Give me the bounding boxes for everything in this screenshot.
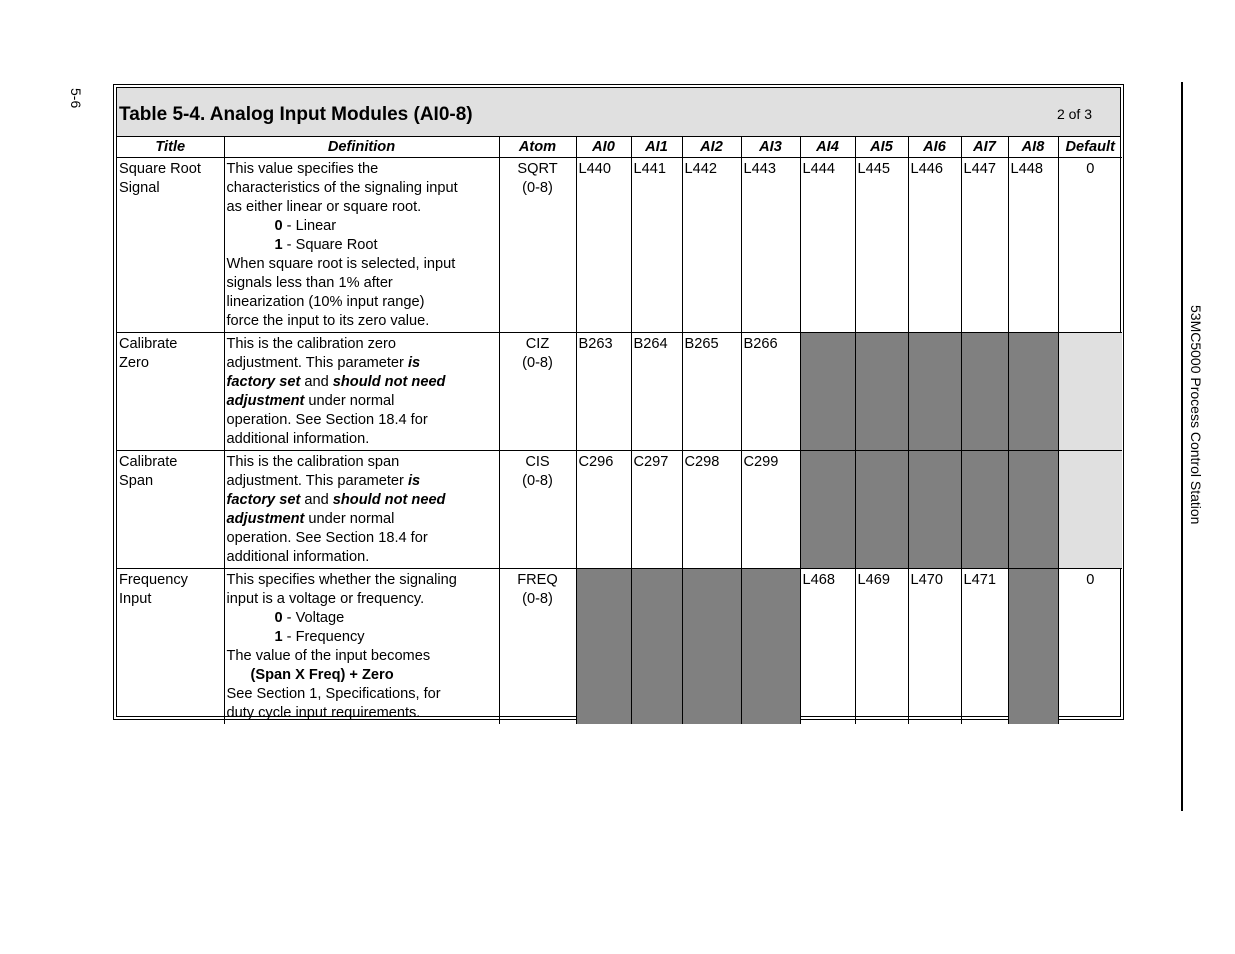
row-atom: SQRT (0-8) xyxy=(499,158,576,333)
header-cell: Definition xyxy=(224,136,499,158)
ai-cell-unavailable xyxy=(800,333,855,451)
ai-cell-unavailable xyxy=(855,451,908,569)
header-cell: Default xyxy=(1058,136,1122,158)
ai-cell-unavailable xyxy=(855,333,908,451)
margin-rule xyxy=(1181,82,1183,811)
row-atom: CIZ (0-8) xyxy=(499,333,576,451)
ai-cell-unavailable xyxy=(800,451,855,569)
ai-cell: L443 xyxy=(741,158,800,333)
ai-cell-unavailable xyxy=(961,333,1008,451)
ai-cell: L471 xyxy=(961,569,1008,725)
ai-cell-unavailable xyxy=(961,451,1008,569)
row-title: Calibrate Span xyxy=(117,451,224,569)
table-page-indicator: 2 of 3 xyxy=(1056,106,1092,122)
ai-cell: L441 xyxy=(631,158,682,333)
header-cell: AI7 xyxy=(961,136,1008,158)
ai-cell: L446 xyxy=(908,158,961,333)
ai-cell: C296 xyxy=(576,451,631,569)
ai-cell-unavailable xyxy=(741,569,800,725)
header-cell: AI6 xyxy=(908,136,961,158)
ai-cell: B263 xyxy=(576,333,631,451)
row-definition: This specifies whether the signaling input is a voltage or frequency. 0 - Voltage 1 - Frequency The value of the input becomes (Span X Freq) + Zero See Section 1, Specifications, for duty cycle input requirements. xyxy=(224,569,499,725)
default-cell-empty xyxy=(1058,451,1122,569)
ai-cell-unavailable xyxy=(1008,451,1058,569)
default-cell: 0 xyxy=(1058,158,1122,333)
row-title: Frequency Input xyxy=(117,569,224,725)
header-cell: AI5 xyxy=(855,136,908,158)
row-atom: CIS (0-8) xyxy=(499,451,576,569)
ai-cell: L440 xyxy=(576,158,631,333)
ai-cell-unavailable xyxy=(631,569,682,725)
header-cell: AI2 xyxy=(682,136,741,158)
default-cell-empty xyxy=(1058,333,1122,451)
ai-cell: L445 xyxy=(855,158,908,333)
ai-cell: C298 xyxy=(682,451,741,569)
ai-cell: B266 xyxy=(741,333,800,451)
row-atom: FREQ (0-8) xyxy=(499,569,576,725)
ai-cell-unavailable xyxy=(908,451,961,569)
default-cell: 0 xyxy=(1058,569,1122,725)
ai-cell: B265 xyxy=(682,333,741,451)
row-definition: This is the calibration zero adjustment. This parameter is factory set and should not need adjustment under normal operation. See Section 18.4 for additional information. xyxy=(224,333,499,451)
ai-cell: L468 xyxy=(800,569,855,725)
analog-input-table xyxy=(113,84,1124,720)
header-cell: Title xyxy=(117,136,224,158)
ai-cell: L469 xyxy=(855,569,908,725)
header-cell: AI1 xyxy=(631,136,682,158)
table-row xyxy=(117,158,1122,333)
document-side-title: 53MC5000 Process Control Station xyxy=(1188,305,1204,525)
header-row xyxy=(117,136,1122,158)
table-row xyxy=(117,451,1122,569)
table-title: Table 5-4. Analog Input Modules (AI0-8) xyxy=(119,104,473,125)
row-title: Square Root Signal xyxy=(117,158,224,333)
ai-cell: L444 xyxy=(800,158,855,333)
row-title: Calibrate Zero xyxy=(117,333,224,451)
header-cell: AI0 xyxy=(576,136,631,158)
ai-cell: L442 xyxy=(682,158,741,333)
header-cell: AI3 xyxy=(741,136,800,158)
header-cell: AI4 xyxy=(800,136,855,158)
table-caption xyxy=(117,88,1120,137)
table-row xyxy=(117,569,1122,725)
ai-cell-unavailable xyxy=(682,569,741,725)
ai-cell: C299 xyxy=(741,451,800,569)
ai-cell-unavailable xyxy=(1008,333,1058,451)
header-cell: AI8 xyxy=(1008,136,1058,158)
ai-cell-unavailable xyxy=(1008,569,1058,725)
ai-cell: L448 xyxy=(1008,158,1058,333)
ai-cell: L447 xyxy=(961,158,1008,333)
ai-cell: C297 xyxy=(631,451,682,569)
ai-cell-unavailable xyxy=(908,333,961,451)
table-row xyxy=(117,333,1122,451)
header-cell: Atom xyxy=(499,136,576,158)
page-number: 5-6 xyxy=(68,88,84,109)
ai-cell: B264 xyxy=(631,333,682,451)
ai-cell-unavailable xyxy=(576,569,631,725)
row-definition: This is the calibration span adjustment. This parameter is factory set and should not need adjustment under normal operation. See Section 18.4 for additional information. xyxy=(224,451,499,569)
row-definition: This value specifies the characteristics of the signaling input as either linear or square root. 0 - Linear 1 - Square Root When square root is selected, input signals less than 1% after linearization (10% input range) force the input to its zero value. xyxy=(224,158,499,333)
data-table xyxy=(117,136,1122,724)
ai-cell: L470 xyxy=(908,569,961,725)
